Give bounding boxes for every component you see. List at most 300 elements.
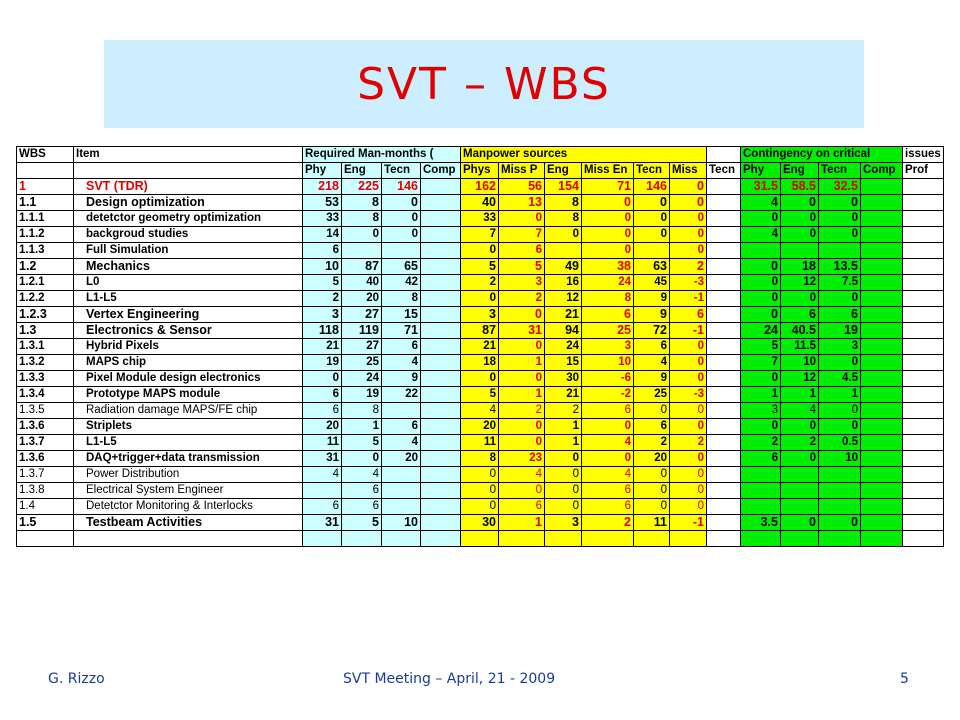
value-cell: 0 [634,227,670,243]
value-cell: 6 [382,419,421,435]
value-cell: 87 [342,259,382,275]
value-cell [545,531,582,547]
value-cell: 0 [634,499,670,515]
value-cell: 6 [634,339,670,355]
value-cell: 0 [781,419,819,435]
value-cell: 10 [582,355,634,371]
value-cell: 71 [382,323,421,339]
value-cell [903,435,944,451]
subheader-cell: Eng [781,163,819,179]
value-cell: 0 [670,211,707,227]
value-cell: 49 [545,259,582,275]
value-cell: 8 [342,195,382,211]
value-cell: 0 [670,227,707,243]
item-name-cell: L1-L5 [74,435,303,451]
value-cell: 0 [461,371,499,387]
value-cell: 40 [342,275,382,291]
value-cell: -1 [670,291,707,307]
value-cell: 4 [461,403,499,419]
value-cell [741,483,781,499]
value-cell [903,387,944,403]
value-cell: 10 [303,259,342,275]
item-name-cell: DAQ+trigger+data transmission [74,451,303,467]
value-cell: 2 [499,403,545,419]
value-cell [421,211,461,227]
value-cell: 162 [461,179,499,195]
value-cell: 87 [461,323,499,339]
value-cell: 0 [634,211,670,227]
value-cell: 8 [545,195,582,211]
value-cell: 2 [741,435,781,451]
value-cell [903,467,944,483]
value-cell [421,467,461,483]
value-cell [342,243,382,259]
value-cell [819,483,861,499]
value-cell: 0 [670,403,707,419]
value-cell: 12 [781,371,819,387]
value-cell [707,275,741,291]
value-cell: 25 [582,323,634,339]
value-cell: 20 [382,451,421,467]
value-cell [861,291,903,307]
value-cell: 15 [382,307,421,323]
value-cell: 13 [499,195,545,211]
value-cell [707,419,741,435]
value-cell: 65 [382,259,421,275]
item-name-cell: Testbeam Activities [74,515,303,531]
subheader-item-blank [74,163,303,179]
wbs-code-cell: 1.5 [17,515,74,531]
value-cell [382,243,421,259]
table-row [17,211,944,227]
value-cell: 42 [382,275,421,291]
value-cell [670,531,707,547]
subheader-cell: Miss [670,163,707,179]
value-cell [421,371,461,387]
footer-meeting: SVT Meeting – April, 21 - 2009 [343,671,556,687]
value-cell [861,307,903,323]
value-cell: 24 [545,339,582,355]
value-cell [903,499,944,515]
value-cell [421,451,461,467]
value-cell: 6 [499,243,545,259]
value-cell: 20 [342,291,382,307]
value-cell [707,531,741,547]
value-cell: 0 [461,243,499,259]
header-wbs: WBS [17,147,74,163]
wbs-code-cell: 1 [17,179,74,195]
subheader-cell: Tecn [634,163,670,179]
value-cell: 6 [303,403,342,419]
value-cell: 0 [545,499,582,515]
value-cell: 0 [819,403,861,419]
value-cell: 146 [634,179,670,195]
value-cell [861,419,903,435]
value-cell [861,195,903,211]
value-cell: 4 [634,355,670,371]
value-cell: 6 [303,387,342,403]
value-cell: 3 [545,515,582,531]
value-cell: 11.5 [781,339,819,355]
value-cell [861,531,903,547]
value-cell: 5 [741,339,781,355]
value-cell [707,451,741,467]
value-cell: 21 [303,339,342,355]
value-cell: 6 [582,483,634,499]
value-cell: 0 [634,403,670,419]
value-cell [382,531,421,547]
wbs-code-cell: 1.3.6 [17,419,74,435]
value-cell: 0 [670,179,707,195]
value-cell [421,515,461,531]
value-cell: 4 [741,195,781,211]
value-cell [421,259,461,275]
value-cell: 13.5 [819,259,861,275]
value-cell: 4 [382,435,421,451]
value-cell: 3 [741,403,781,419]
value-cell: 4 [741,227,781,243]
table-row [17,387,944,403]
value-cell: 15 [545,355,582,371]
value-cell [861,499,903,515]
wbs-code-cell: 1.1 [17,195,74,211]
value-cell [819,499,861,515]
value-cell: 5 [342,515,382,531]
value-cell [421,435,461,451]
value-cell: 1 [499,387,545,403]
value-cell: 0 [781,195,819,211]
value-cell [545,243,582,259]
value-cell [903,227,944,243]
value-cell: -1 [670,323,707,339]
value-cell: 0 [582,227,634,243]
value-cell: 25 [342,355,382,371]
value-cell [707,355,741,371]
value-cell: 6 [342,499,382,515]
table-row [17,243,944,259]
value-cell [861,403,903,419]
value-cell: 8 [342,211,382,227]
value-cell: 0 [670,419,707,435]
table-row [17,227,944,243]
subheader-cell: Miss En [582,163,634,179]
value-cell: 0 [819,211,861,227]
value-cell: 0 [741,419,781,435]
value-cell [499,531,545,547]
value-cell [707,307,741,323]
value-cell: -1 [670,515,707,531]
value-cell: 0 [382,227,421,243]
value-cell: 31 [303,515,342,531]
value-cell: 0 [741,259,781,275]
value-cell [707,387,741,403]
value-cell [421,307,461,323]
value-cell: 6 [582,499,634,515]
subheader-cell: Tecn [819,163,861,179]
value-cell: 0 [819,291,861,307]
value-cell [903,211,944,227]
value-cell: 0 [819,515,861,531]
value-cell [903,339,944,355]
header-group-row [17,147,944,163]
value-cell: 0 [819,419,861,435]
table-row [17,275,944,291]
value-cell: 22 [382,387,421,403]
value-cell [707,467,741,483]
value-cell: 5 [303,275,342,291]
value-cell: 0 [781,451,819,467]
wbs-code-cell: 1.1.1 [17,211,74,227]
value-cell [861,211,903,227]
value-cell [861,259,903,275]
value-cell: 8 [382,291,421,307]
value-cell: 45 [634,275,670,291]
item-name-cell: Electrical System Engineer [74,483,303,499]
value-cell: 24 [741,323,781,339]
item-name-cell: Pixel Module design electronics [74,371,303,387]
value-cell [707,403,741,419]
value-cell: 0 [582,419,634,435]
value-cell [421,179,461,195]
value-cell: 8 [545,211,582,227]
value-cell: 6 [303,243,342,259]
value-cell: 0 [670,451,707,467]
table-row [17,323,944,339]
value-cell: 0 [545,483,582,499]
value-cell: 40.5 [781,323,819,339]
item-name-cell: Radiation damage MAPS/FE chip [74,403,303,419]
value-cell: 30 [461,515,499,531]
value-cell [582,531,634,547]
value-cell: 0 [670,243,707,259]
value-cell: 6 [303,499,342,515]
value-cell: 6 [634,419,670,435]
value-cell [741,531,781,547]
value-cell: 58.5 [781,179,819,195]
value-cell: 6 [582,403,634,419]
value-cell: 0 [781,515,819,531]
value-cell [903,195,944,211]
value-cell [421,275,461,291]
value-cell: 0 [634,195,670,211]
value-cell: 4 [382,355,421,371]
table-row [17,419,944,435]
value-cell: 0 [670,195,707,211]
value-cell [342,531,382,547]
value-cell: 6 [670,307,707,323]
value-cell [707,483,741,499]
value-cell: 31.5 [741,179,781,195]
value-cell [707,195,741,211]
value-cell [903,243,944,259]
header-required: Required Man-months ( [303,147,461,163]
value-cell: 10 [382,515,421,531]
value-cell [303,483,342,499]
subheader-cell: Phys [461,163,499,179]
value-cell: 0 [781,227,819,243]
value-cell: 2 [461,275,499,291]
value-cell: 18 [781,259,819,275]
value-cell: 16 [545,275,582,291]
value-cell: 1 [819,387,861,403]
value-cell [421,227,461,243]
value-cell [903,275,944,291]
value-cell [819,467,861,483]
value-cell: 21 [545,307,582,323]
value-cell: 4 [303,467,342,483]
value-cell: 3.5 [741,515,781,531]
value-cell: 11 [303,435,342,451]
value-cell: 154 [545,179,582,195]
value-cell: 2 [582,515,634,531]
header-manpower: Manpower sources [461,147,707,163]
value-cell [707,339,741,355]
table-row [17,307,944,323]
item-name-cell: Prototype MAPS module [74,387,303,403]
wbs-code-cell: 1.3.8 [17,483,74,499]
value-cell [903,451,944,467]
value-cell [421,291,461,307]
value-cell: 11 [461,435,499,451]
value-cell: 0 [499,483,545,499]
wbs-code-cell: 1.3.7 [17,467,74,483]
value-cell: 8 [582,291,634,307]
value-cell: 0 [461,499,499,515]
value-cell [861,515,903,531]
value-cell: 5 [342,435,382,451]
value-cell: 20 [303,419,342,435]
wbs-code-cell: 1.3.5 [17,403,74,419]
value-cell: 6 [741,451,781,467]
value-cell: 0 [781,291,819,307]
value-cell [707,435,741,451]
value-cell: 0 [781,211,819,227]
value-cell: 7 [461,227,499,243]
value-cell: 3 [582,339,634,355]
value-cell: 0 [819,227,861,243]
table-row [17,451,944,467]
value-cell: 1 [499,515,545,531]
value-cell: 4 [582,435,634,451]
value-cell [903,371,944,387]
value-cell [421,355,461,371]
value-cell: 0 [303,371,342,387]
value-cell [707,499,741,515]
value-cell [303,531,342,547]
value-cell: -2 [582,387,634,403]
value-cell [903,179,944,195]
value-cell [903,419,944,435]
wbs-code-cell: 1.3.2 [17,355,74,371]
value-cell: 24 [582,275,634,291]
table-row [17,483,944,499]
wbs-code-cell [17,531,74,547]
header-blank [707,147,741,163]
subheader-cell: Prof [903,163,944,179]
value-cell: 3 [303,307,342,323]
wbs-code-cell: 1.3 [17,323,74,339]
value-cell: 2 [634,435,670,451]
value-cell: 1 [342,419,382,435]
value-cell: 0 [670,467,707,483]
value-cell [707,515,741,531]
table-row [17,499,944,515]
value-cell: 6 [819,307,861,323]
value-cell: 0 [819,195,861,211]
item-name-cell: Vertex Engineering [74,307,303,323]
value-cell [903,307,944,323]
value-cell: 3 [819,339,861,355]
value-cell: 0 [670,483,707,499]
value-cell: 11 [634,515,670,531]
value-cell: 12 [781,275,819,291]
item-name-cell [74,531,303,547]
value-cell [741,467,781,483]
value-cell: 1 [499,355,545,371]
value-cell [861,387,903,403]
value-cell: 14 [303,227,342,243]
value-cell [861,355,903,371]
value-cell: 0 [499,419,545,435]
value-cell: 33 [303,211,342,227]
value-cell: 0 [382,211,421,227]
value-cell: 0 [670,339,707,355]
value-cell: 6 [582,307,634,323]
table-row [17,259,944,275]
value-cell: 0 [382,195,421,211]
value-cell: 2 [545,403,582,419]
value-cell: 2 [499,291,545,307]
value-cell: 10 [781,355,819,371]
value-cell: 5 [461,387,499,403]
subheader-cell: Comp [861,163,903,179]
value-cell: 10 [819,451,861,467]
wbs-code-cell: 1.3.1 [17,339,74,355]
value-cell [861,339,903,355]
value-cell [707,179,741,195]
value-cell: 24 [342,371,382,387]
value-cell: 40 [461,195,499,211]
value-cell: 32.5 [819,179,861,195]
value-cell: 7 [741,355,781,371]
value-cell [861,227,903,243]
value-cell [707,371,741,387]
value-cell: 1 [781,387,819,403]
table-row [17,515,944,531]
value-cell: 0 [741,275,781,291]
value-cell: 27 [342,339,382,355]
wbs-code-cell: 1.3.6 [17,451,74,467]
value-cell: 0 [545,451,582,467]
value-cell [707,243,741,259]
wbs-code-cell: 1.2.1 [17,275,74,291]
value-cell: 0 [634,467,670,483]
value-cell: 0 [499,211,545,227]
value-cell: -3 [670,387,707,403]
value-cell [781,243,819,259]
value-cell: 0 [342,227,382,243]
value-cell [421,243,461,259]
value-cell: 146 [382,179,421,195]
wbs-code-cell: 1.2.3 [17,307,74,323]
value-cell [861,483,903,499]
value-cell [707,211,741,227]
wbs-code-cell: 1.4 [17,499,74,515]
title-banner [104,40,864,128]
item-name-cell: detetctor geometry optimization [74,211,303,227]
value-cell [382,483,421,499]
wbs-code-cell: 1.1.2 [17,227,74,243]
